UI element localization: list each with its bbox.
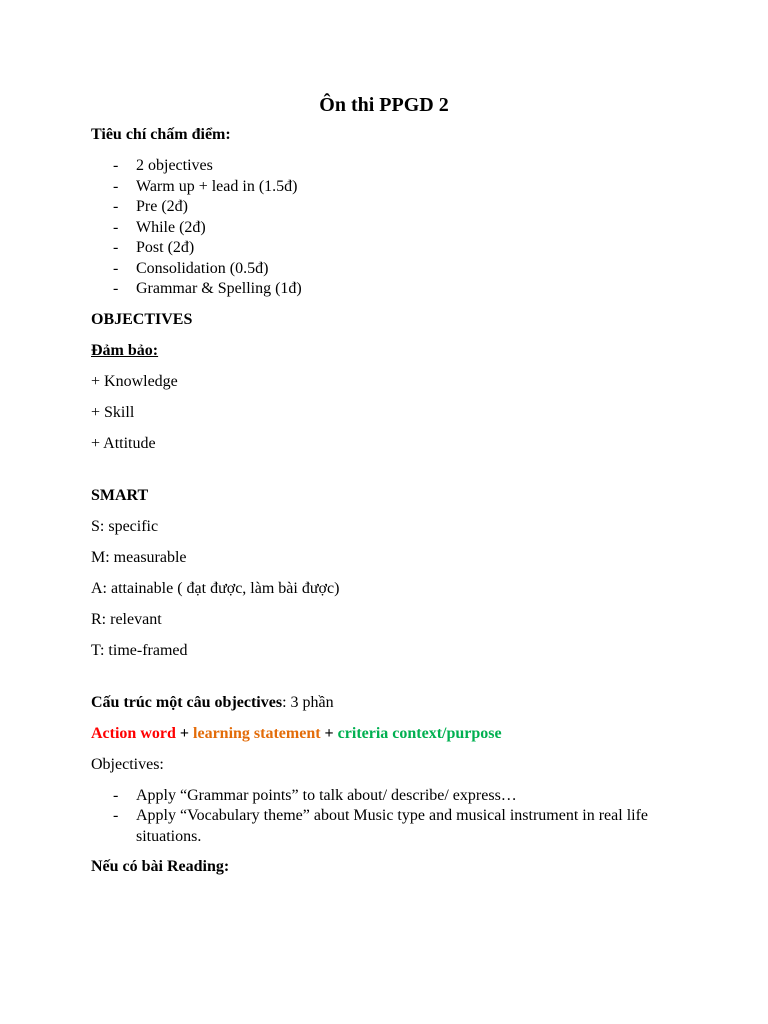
- list-item: - 2 objectives: [91, 156, 691, 177]
- smart-item-t: T: time-framed: [91, 641, 188, 659]
- smart-item-a: A: attainable ( đạt được, làm bài được): [91, 579, 340, 597]
- list-item: - Warm up + lead in (1.5đ): [91, 177, 691, 198]
- spacer: [91, 672, 691, 693]
- smart-heading: SMART: [91, 486, 149, 504]
- smart-item-r: R: relevant: [91, 610, 162, 628]
- formula-criteria: criteria context/purpose: [337, 724, 502, 742]
- document-page: [91, 93, 691, 888]
- list-item: - Post (2đ): [91, 238, 691, 259]
- structure-suffix: : 3 phần: [282, 693, 334, 711]
- dash-bullet: -: [113, 280, 119, 297]
- list-item: - Pre (2đ): [91, 197, 691, 218]
- ensure-item-skill: + Skill: [91, 403, 135, 421]
- dash-bullet: -: [113, 177, 119, 195]
- list-item: - Consolidation (0.5đ): [91, 259, 691, 280]
- dash-bullet: -: [113, 218, 119, 236]
- objectives-label: Objectives:: [91, 755, 164, 773]
- dash-bullet: -: [113, 259, 119, 277]
- smart-item-m: M: measurable: [91, 548, 187, 566]
- smart-item-s: S: specific: [91, 517, 159, 535]
- objectives-heading: OBJECTIVES: [91, 310, 193, 328]
- list-item: - Grammar & Spelling (1đ): [91, 279, 691, 300]
- formula-action-word: Action word: [91, 724, 176, 742]
- ensure-item-attitude: + Attitude: [91, 434, 156, 452]
- list-item: - While (2đ): [91, 218, 691, 239]
- ensure-heading: Đảm bảo:: [91, 341, 159, 359]
- dash-bullet: -: [113, 239, 119, 256]
- list-item: - Apply “Grammar points” to talk about/ describe/ express…: [91, 786, 691, 807]
- dash-bullet: -: [113, 786, 119, 804]
- formula-learning-statement: learning statement: [193, 724, 321, 742]
- ensure-item-knowledge: + Knowledge: [91, 372, 178, 390]
- reading-heading: Nếu có bài Reading:: [91, 858, 230, 875]
- structure-label: Cấu trúc một câu objectives: [91, 693, 283, 711]
- criteria-heading: Tiêu chí chấm điểm:: [91, 126, 231, 143]
- formula-plus: +: [175, 724, 194, 742]
- dash-bullet: -: [113, 807, 119, 824]
- list-item: - Apply “Vocabulary theme” about Music type and musical instrument in real life situations.: [113, 807, 649, 845]
- structure-line: [91, 693, 691, 714]
- objective-list: [91, 786, 691, 848]
- criteria-list: [91, 156, 691, 300]
- document-title: Ôn thi PPGD 2: [319, 94, 449, 116]
- objective-formula: [91, 724, 691, 745]
- dash-bullet: -: [113, 198, 119, 215]
- formula-plus: +: [320, 724, 338, 742]
- spacer: [91, 465, 691, 486]
- dash-bullet: -: [113, 157, 119, 174]
